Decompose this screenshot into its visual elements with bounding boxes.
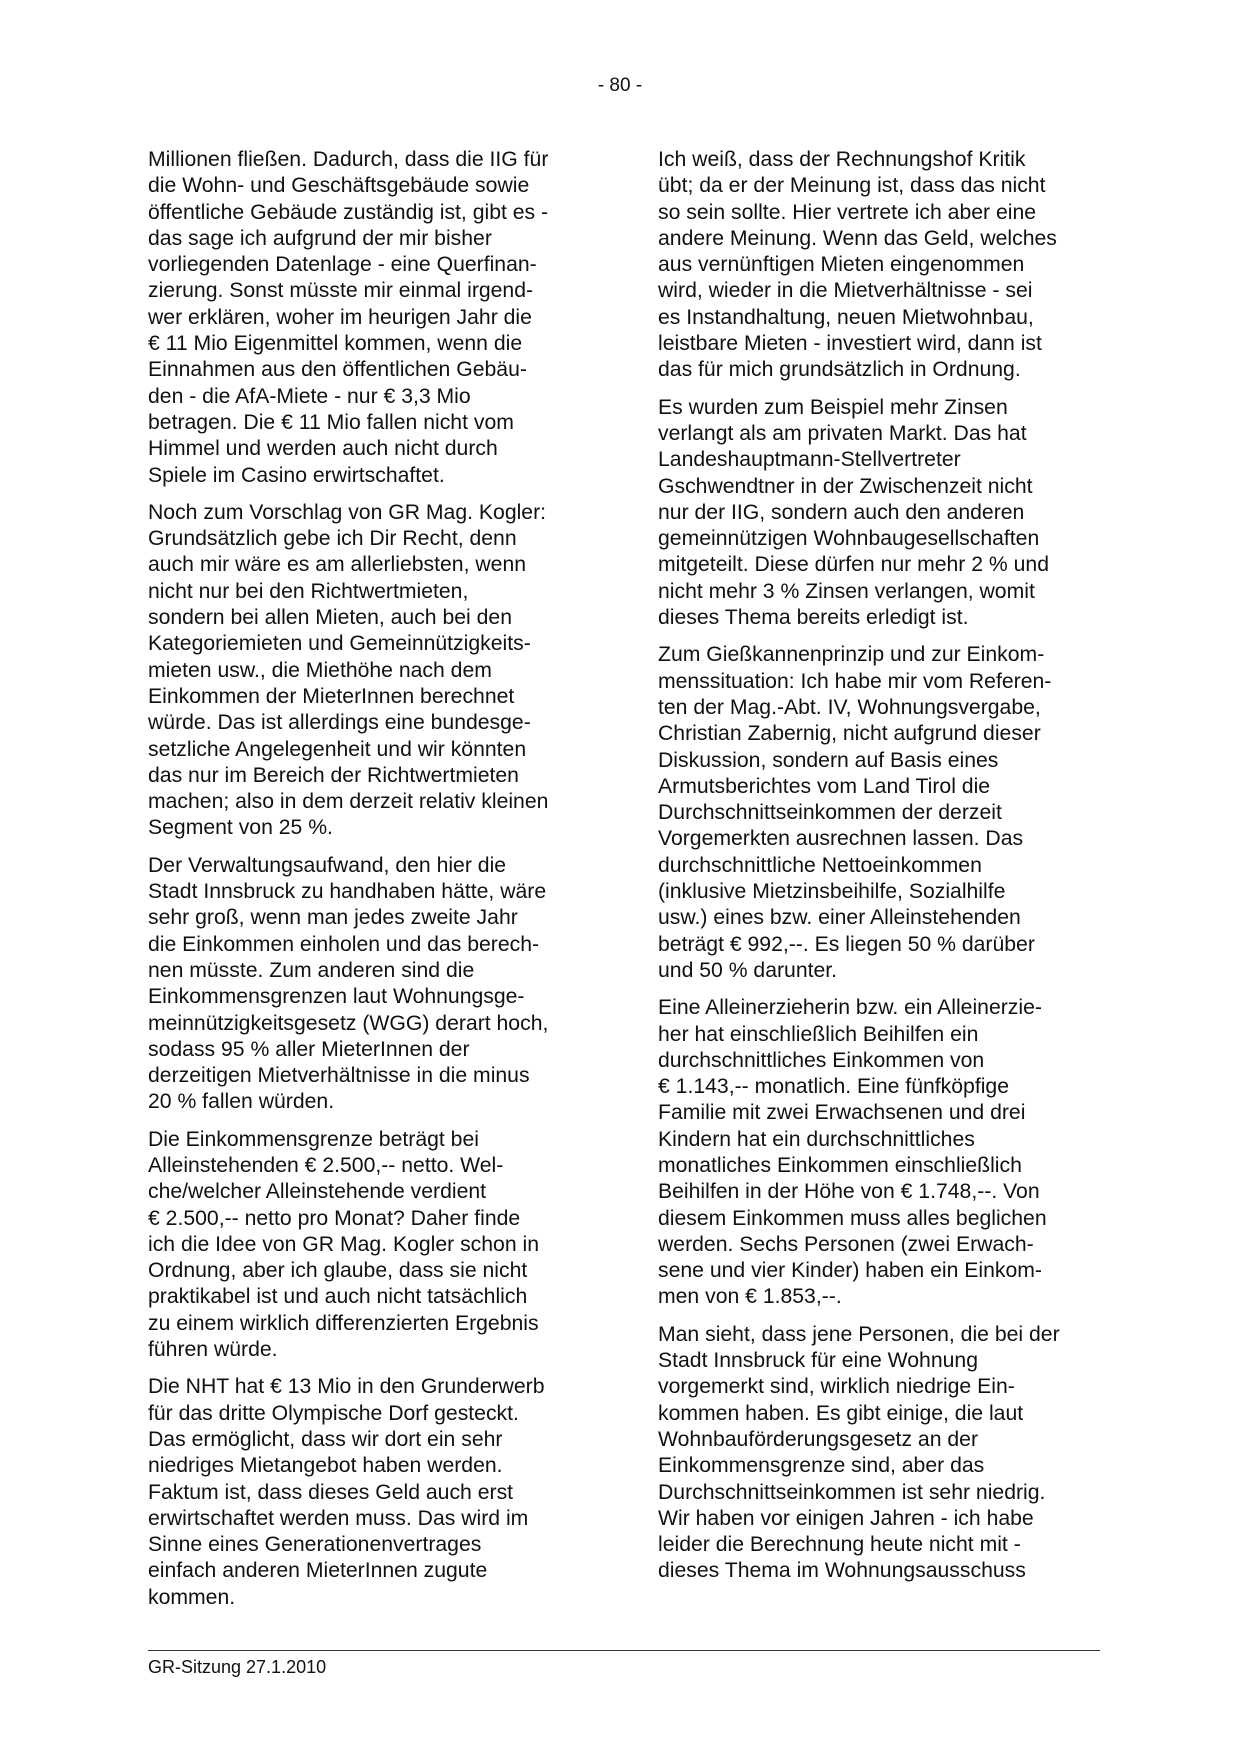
paragraph: Millionen fließen. Dadurch, dass die IIG für die Wohn- und Geschäftsgebäude sowie öffentliche Gebäude zuständig ist, gibt es - das sage ich aufgrund der mir bisher vorliegenden Datenlage - eine Querfinan- zierung. Sonst müsste mir einmal irgend- wer erklären, woher im heurigen Jahr die € 11 Mio Eigenmittel kommen, wenn die Einnahmen aus den öffentlichen Gebäu- den - die AfA-Miete - nur € 3,3 Mio betragen. Die € 11 Mio fallen nicht vom Himmel und werden auch nicht durch Spiele im Casino erwirtschaftet. [148, 148, 549, 487]
paragraph: Die Einkommensgrenze beträgt bei Alleinstehenden € 2.500,-- netto. Wel- che/welcher Alleinstehende verdient € 2.500,-- netto pro Monat? Daher finde ich die Idee von GR Mag. Kogler schon in Ordnung, aber ich glaube, dass sie nicht praktikabel ist und auch nicht tatsächlich zu einem wirklich differenzierten Ergebnis führen würde. [148, 1127, 540, 1362]
paragraph: Es wurden zum Beispiel mehr Zinsen verlangt als am privaten Markt. Das hat Landeshauptmann-Stellvertreter Gschwendtner in der Zwischenzeit nicht nur der IIG, sondern auch den anderen gemeinnützigen Wohnbaugesellschaften mitgeteilt. Diese dürfen nur mehr 2 % und nicht mehr 3 % Zinsen verlangen, womit dieses Thema bereits erledigt ist. [658, 395, 1049, 630]
paragraph: Ich weiß, dass der Rechnungshof Kritik übt; da er der Meinung ist, dass das nicht so sein sollte. Hier vertrete ich aber eine andere Meinung. Wenn das Geld, welches aus vernünftigen Mieten eingenommen wird, wieder in die Mietverhältnisse - sei es Instandhaltung, neuen Mietwohnbau, leistbare Mieten - investiert wird, dann ist das für mich grundsätzlich in Ordnung. [658, 148, 1057, 382]
page-number: - 80 - [597, 75, 643, 96]
paragraph: Noch zum Vorschlag von GR Mag. Kogler: Grundsätzlich gebe ich Dir Recht, denn auch mir wäre es am allerliebsten, wenn nicht nur bei den Richtwertmieten, sondern bei allen Mieten, auch bei den Kategoriemieten und Gemeinnützigkeits- mieten usw., die Miethöhe nach dem Einkommen der MieterInnen berechnet würde. Das ist allerdings eine bundesge- setzliche Angelegenheit und wir könnten das nur im Bereich der Richtwertmieten machen; also in dem derzeit relativ kleinen Segment von 25 %. [148, 500, 549, 840]
paragraph: Der Verwaltungsaufwand, den hier die Stadt Innsbruck zu handhaben hätte, wäre sehr groß, wenn man jedes zweite Jahr die Einkommen einholen und das berech- nen müsste. Zum anderen sind die Einkommensgrenzen laut Wohnungsge- meinnützigkeitsgesetz (WGG) derart hoch, sodass 95 % aller MieterInnen der derzeitigen Mietverhältnisse in die minus 20 % fallen würden. [148, 853, 549, 1114]
footer-session-date: GR-Sitzung 27.1.2010 [148, 1657, 327, 1677]
right-column [658, 147, 1102, 1596]
paragraph: Die NHT hat € 13 Mio in den Grunderwerb für das dritte Olympische Dorf gesteckt. Das ermöglicht, dass wir dort ein sehr niedriges Mietangebot haben werden. Faktum ist, dass dieses Geld auch erst erwirtschaftet werden muss. Das wird im Sinne eines Generationenvertrages einfach anderen MieterInnen zugute kommen. [148, 1375, 545, 1609]
footer-divider [148, 1650, 1100, 1651]
left-column [148, 147, 592, 1622]
paragraph: Zum Gießkannenprinzip und zur Einkom- menssituation: Ich habe mir vom Referen- ten der Mag.-Abt. IV, Wohnungsvergabe, Christian Zabernig, nicht aufgrund dieser Diskussion, sondern auf Basis eines Armutsberichtes vom Land Tirol die Durchschnittseinkommen der derzeit Vorgemerkten ausrechnen lassen. Das durchschnittliche Nettoeinkommen (inklusive Mietzinsbeihilfe, Sozialhilfe usw.) eines bzw. einer Alleinstehenden beträgt € 992,--. Es liegen 50 % darüber und 50 % darunter. [658, 643, 1052, 982]
paragraph: Man sieht, dass jene Personen, die bei der Stadt Innsbruck für eine Wohnung vorgemerkt sind, wirklich niedrige Ein- kommen haben. Es gibt einige, die laut Wohnbauförderungsgesetz an der Einkommensgrenze sind, aber das Durchschnittseinkommen ist sehr niedrig. Wir haben vor einigen Jahren - ich habe leider die Berechnung heute nicht mit - dieses Thema im Wohnungsausschuss [658, 1322, 1060, 1583]
paragraph: Eine Alleinerzieherin bzw. ein Alleinerzie- her hat einschließlich Beihilfen ein durchschnittliches Einkommen von € 1.143,-- monatlich. Eine fünfköpfige Familie mit zwei Erwachsenen und drei Kindern hat ein durchschnittliches monatliches Einkommen einschließlich Beihilfen in der Höhe von € 1.748,--. Von diesem Einkommen muss alles beglichen werden. Sechs Personen (zwei Erwach- sene und vier Kinder) haben ein Einkom- men von € 1.853,--. [658, 996, 1047, 1309]
